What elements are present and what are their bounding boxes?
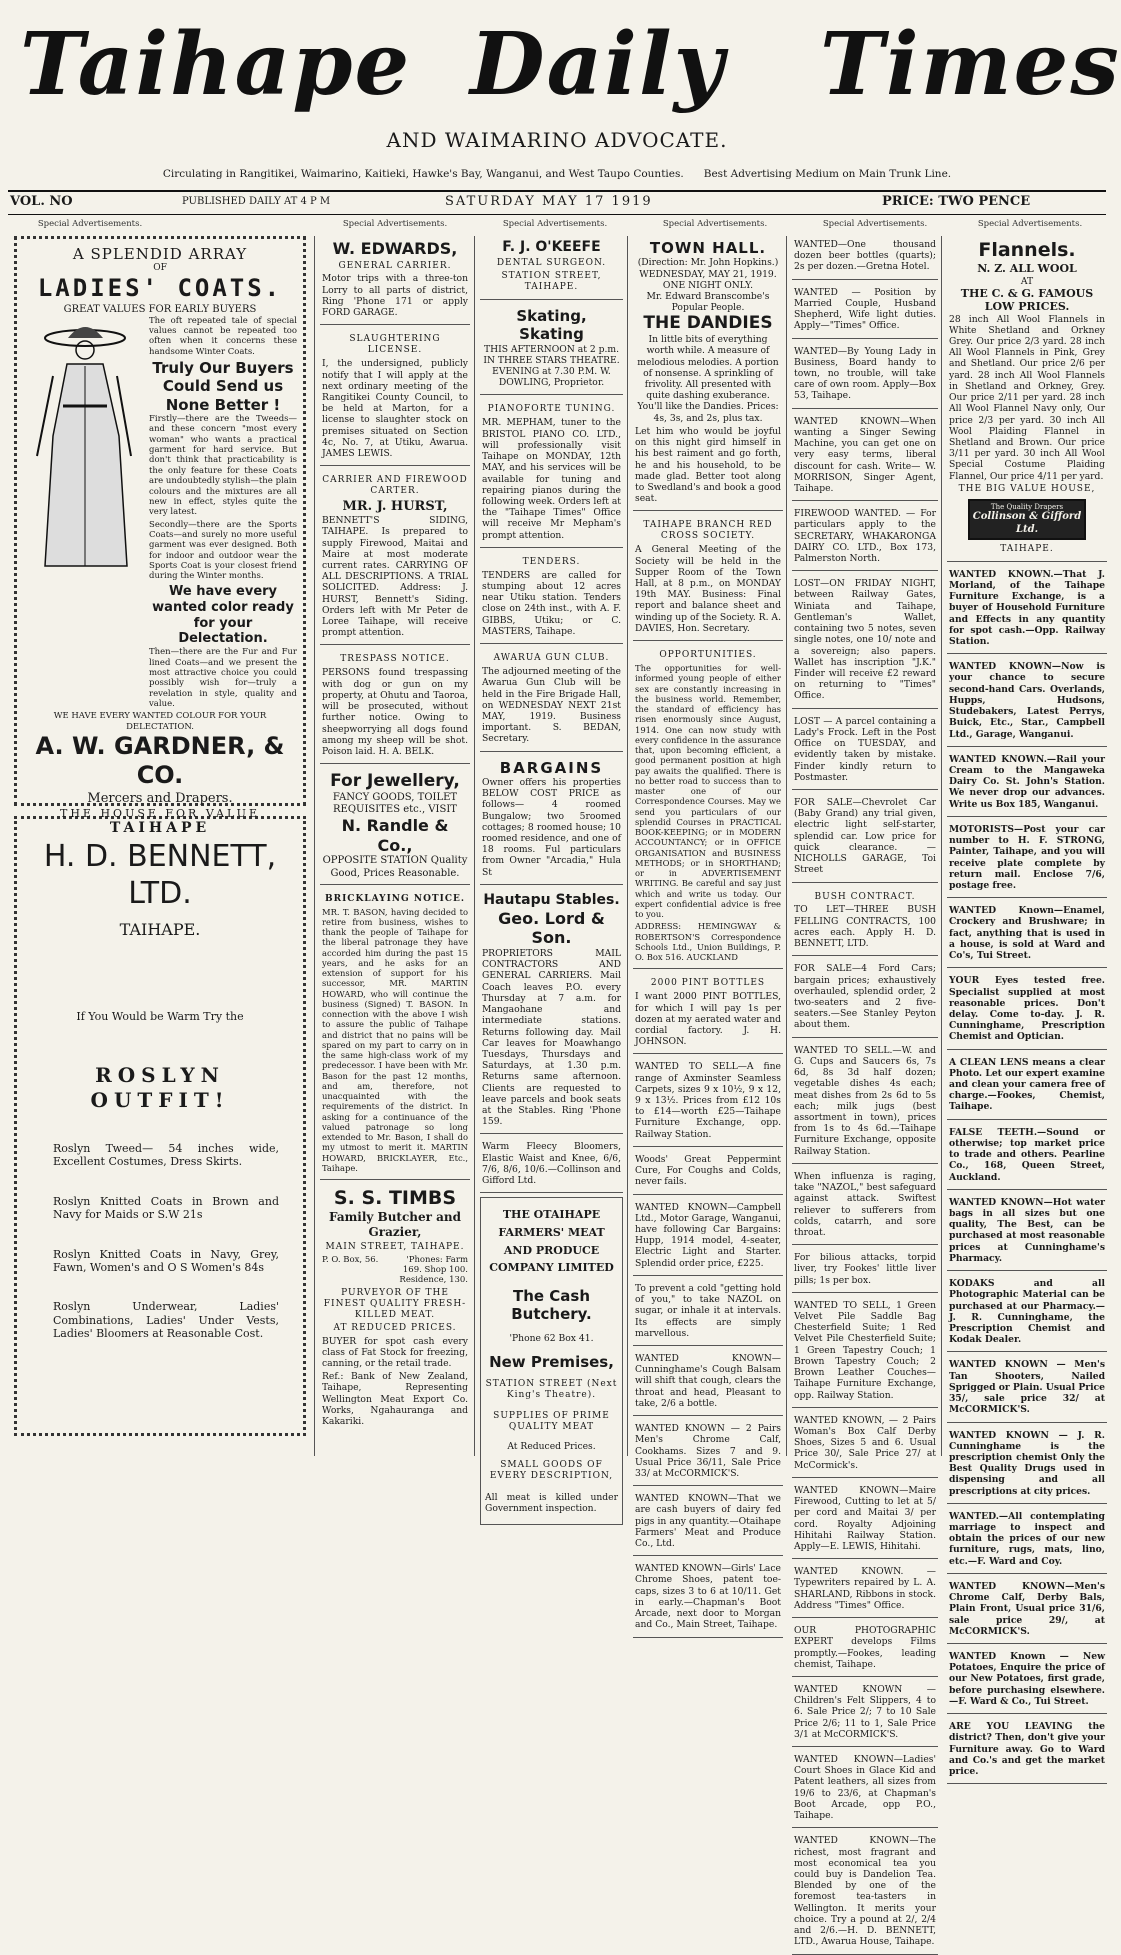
timbs-sub: Family Butcher and Grazier, — [328, 1210, 462, 1239]
timbs-ad — [320, 1184, 470, 1433]
classified-text: WANTED KNOWN—The richest, most fragrant and most economical tea you could buy is Dandelion Tea. Blended by one of the foremost tea-tasters in Wellington. It merits your choice. Try a pound at 2/, 2/4 and 2/6.—H. D. BENNETT, LTD., Awarua House, Taihape. — [794, 1835, 936, 1948]
classified-text: WANTED KNOWN — J. R. Cunninghame is the prescription chemist Only the Best Quality Drugs used in dispensing and all prescriptions at city prices. — [949, 1429, 1105, 1497]
skating-text: THIS AFTERNOON at 2 p.m. IN THREE STARS THEATRE. EVENING at 7.30 P.M. W. DOWLING, Proprietor. — [483, 343, 620, 389]
piano-text: MR. MEPHAM, tuner to the BRISTOL PIANO CO. LTD., will professionally visit Taihape on MONDAY, 12th MAY, and his services will be available for tuning and repairing pianos during the following week. Orders left at the "Taihape Times" Office will receive Mr Mepham's prompt attention. — [482, 417, 621, 541]
masthead — [0, 0, 1121, 240]
classified-text: WANTED Known — New Potatoes, Enquire the price of our New Potatoes, first grade, before purchasing elsewhere.—F. Ward & Co., Tui Street. — [949, 1651, 1105, 1707]
okeefe-name: F. J. O'KEEFE — [502, 239, 601, 255]
classified-ad — [792, 1168, 938, 1245]
column-4 — [633, 236, 783, 1631]
town-hall-ad — [633, 236, 783, 511]
masthead-rule-top — [8, 190, 1106, 192]
town-hall-direction: (Direction: Mr. John Hopkins.) — [637, 257, 779, 269]
classified-text: WANTED TO SELL.—W. and G. Cups and Saucers 6s, 7s 6d, 8s 3d half dozen; vegetable dishes 4s each; meat dishes from 2s 6d to 5s each; milk jugs (best assortment in town), prices from 1s to 4s 6d.—Taihape Furniture Exchange, opposite Railway Station. — [794, 1044, 936, 1157]
dandies-let: Let him who would be joyful on this night gird himself in his best raiment and go forth, he and his household, to be made glad. Better toot along to Swedland's and book a good seat. — [635, 425, 781, 505]
hautapu-title: Hautapu Stables. — [483, 891, 620, 908]
coats-firstly: Firstly—there are the Tweeds—and these concern "most every woman" who wants a practical garment for hard service. But don't think that practicability is the only feature for these Coats are undoubtedly stylish—the plain colours and the mixtures are all new in effect, styles quite the very latest. — [149, 414, 297, 518]
special-ads-label-5: Special Advertisements. — [822, 219, 928, 229]
classified-ad — [947, 1508, 1107, 1574]
gun-club-ad — [480, 648, 623, 752]
skating-title: Skating, Skating — [516, 306, 587, 344]
classified-text: MOTORISTS—Post your car number to H. F. STRONG, Painter, Taihape, and you will receive plate complete by return mail. Enclose 7/6, postage free. — [949, 823, 1105, 891]
big-value-house: THE BIG VALUE HOUSE, — [958, 483, 1096, 494]
okeefe-dental: DENTAL SURGEON. — [496, 258, 607, 269]
classified-ad — [947, 1578, 1107, 1644]
randle-name: N. Randle & Co., — [341, 816, 449, 855]
flannels-cg: THE C. & G. FAMOUS LOW PRICES. — [960, 286, 1094, 314]
classified-ad — [947, 972, 1107, 1049]
skating-ad — [480, 304, 623, 395]
bricklaying-heading: BRICKLAYING NOTICE. — [325, 893, 465, 904]
opportunities-text: The opportunities for well-informed young people of either sex are constantly increasing in the business world. Remember, the standard of efficiency has risen enormously since August, 1914. One can now study with every confidence in the assurance that, upon becoming efficient, a good permanent position at high pay awaits the qualified. There is no better road to success than to master one of our Correspondence Courses. May we send you particulars of our splendid Courses in PRACTICAL BOOK-KEEPING; or in MODERN ACCOUNTANCY; or in OFFICE ORGANISATION and BUSINESS METHODS; or in SHORTHAND; or in ADVERTISEMENT WRITING. Be careful and say just which and write us today. Our expert confidential advice is free to you. — [635, 663, 781, 920]
classified-ad — [792, 887, 938, 957]
classified-ad — [792, 713, 938, 790]
classified-ad — [947, 658, 1107, 747]
classified-text: WANTED—By Young Lady in Business, Board handy to town, no trouble, will take care of own room. Apply—Box 53, Taihape. — [794, 345, 936, 402]
dandies-title: THE DANDIES — [643, 313, 773, 334]
special-ads-label-6: Special Advertisements. — [977, 219, 1083, 229]
classified-text: LOST — A parcel containing a Lady's Frock. Left in the Post Office on TUESDAY, and evidently taken by mistake. Finder kindly return to Postmaster. — [794, 715, 936, 783]
column-6 — [947, 236, 1107, 1777]
classified-ad — [947, 1648, 1107, 1714]
published-label: PUBLISHED DAILY AT 4 P M — [182, 196, 331, 207]
classified-text: WANTED KNOWN.—Rail your Cream to the Mangaweka Dairy Co. St. John's Station. We never drop our advances. Write us Box 185, Wanganui. — [949, 753, 1105, 810]
classified-ad — [947, 1275, 1107, 1352]
classified-ad — [947, 1054, 1107, 1120]
trespass-heading: TRESPASS NOTICE. — [340, 654, 450, 665]
classified-ad — [792, 1482, 938, 1559]
classified-text: WANTED KNOWN—Cunninghame's Cough Balsam will shift that cough, clears the throat and head, Pleasant to take, 2/6 a bottle. — [635, 1352, 781, 1409]
cg-logo-quality: The Quality Drapers — [990, 502, 1064, 511]
otaihape-ad — [480, 1197, 623, 1525]
classified-text: WANTED — Position by Married Couple, Husband Shepherd, Wife light duties. Apply—"Times" Office. — [794, 286, 936, 332]
classified-ad — [792, 236, 938, 280]
red-cross-text: A General Meeting of the Society will be held in the Supper Room of the Town Hall, at 8 p.m., on MONDAY 19th MAY. Business: Final report and balance sheet and winding up of the Society. R. A. DAVIES, Hon. Secretary. — [635, 544, 781, 634]
bargains-text: Owner offers his properties BELOW COST PRICE as follows— 4 roomed Bungalow; two 5roomed cottages; 8 roomed house; 10 roomed residence, and one of 18 rooms. Ful particulars from Owner "Arcadia," Hula St — [482, 776, 621, 878]
classified-text: WANTED KNOWN, — 2 Pairs Woman's Box Calf Derby Shoes, Sizes 5 and 6. Usual Price 30/, Sale Price 27/ at McCormick's. — [794, 1414, 936, 1471]
coats-intro: The oft repeated tale of special values cannot be repeated too often when it concerns these handsome Winter Coats. — [149, 315, 297, 357]
volume-label: VOL. NO — [10, 194, 73, 209]
hurst-ad — [320, 470, 470, 645]
classified-text: WANTED KNOWN — Children's Felt Slippers, 4 to 6. Sale Price 2/; 7 to 10 Sale Price 2/6; 11 to 1, Sale Price 3/1 at McCORMICK'S. — [794, 1683, 936, 1740]
classified-ad — [792, 1249, 938, 1293]
fleecy-text: Warm Fleecy Bloomers, Elastic Waist and Knee, 6/6, 7/6, 8/6, 10/6.—Collinson and Gifford Ltd. — [482, 1141, 621, 1187]
classified-ad — [633, 1199, 783, 1276]
flannels-text: 28 inch All Wool Flannels in White Shetland and Orkney Grey. Our price 2/3 yard. 28 inch All Wool Flannels in Pink, Grey and Shetland. Our price 2/6 per yard. 28 inch All Wool Flannels in Shetland and Orkney, Grey. Our price 2/11 per yard. 28 inch All Wool Flannel Navy only, Our price 2/3 per yard. 30 inch All Wool Plaiding Flannel in Shetland and Brown. Our price 3/11 per yard. 30 inch All Wool Special Costume Plaiding Flannel, Our price 4/11 per yard. — [949, 313, 1105, 482]
slaughter-heading: SLAUGHTERING LICENSE. — [349, 334, 441, 356]
okeefe-address: STATION STREET, TAIHAPE. — [501, 271, 602, 293]
timbs-ref: Ref.: Bank of New Zealand, Taihape, Representing Wellington Meat Export Co. Works, Ngahauranga and Kakariki. — [322, 1371, 468, 1428]
coats-of: OF — [153, 263, 167, 274]
cg-town: TAIHAPE. — [1000, 543, 1054, 554]
bricklaying-text: MR. T. BASON, having decided to retire from business, wishes to thank the people of Taihape for the liberal patronage they have accorded him during the past 15 years, and he asks for an extension of support for his successor, MR. MARTIN HOWARD, who will continue the business (Signed) T. BASON. In connection with the above I wish to assure the public of Taihape and district that no pains will be spared on my part to carry on in the same high-class work of my predecessor. I have been with Mr. Bason for the past 12 months, and am, therefore, not unacquainted with the requirements of the district. In asking for a continuance of the valued patronage so long extended to Mr. Bason, I shall do my utmost to merit it. MARTIN HOWARD, BRICKLAYER, Etc., Taihape. — [322, 906, 468, 1173]
classified-text: WANTED—One thousand dozen beer bottles (quarts); 2s per dozen.—Gretna Hotel. — [794, 239, 936, 273]
classified-text: WANTED KNOWN—Now is your chance to secure second-hand Cars. Overlands, Hupps, Hudsons, Studebakers, Latest Perrys, Buick, Etc., Star., Campbell Ltd., Garage, Wanganui. — [949, 661, 1105, 740]
info-bar — [0, 194, 1114, 212]
fleecy-ad — [480, 1138, 623, 1193]
roslyn-item: Roslyn Tweed— 54 inches wide, Excellent Costumes, Dress Skirts. — [53, 1141, 279, 1169]
cg-logo — [968, 499, 1086, 540]
masthead-title-word-1: Taihape — [20, 14, 412, 115]
premises-street: STATION STREET (Next King's Theatre). — [485, 1378, 618, 1400]
classified-ad — [792, 1751, 938, 1828]
classified-text: WANTED KNOWN—Hot water bags in all sizes but one quality, The Best, can be purchased at most reasonable prices at Cunninghame's Pharmacy. — [949, 1196, 1105, 1264]
opportunities-address: ADDRESS: HEMINGWAY & ROBERTSON'S Correspondence Schools Ltd., Union Buildings, P. O. Box 516. AUCKLAND — [635, 921, 781, 963]
masthead-subtitle: AND WAIMARINO ADVOCATE. — [386, 128, 728, 152]
timbs-reduced: AT REDUCED PRICES. — [333, 1322, 457, 1333]
flannels-at: AT — [1020, 275, 1034, 287]
column-divider — [474, 236, 475, 1456]
flannels-ad — [947, 236, 1107, 562]
flannels-title: Flannels. — [978, 239, 1076, 261]
bottles-ad — [633, 973, 783, 1054]
warm-text: If You Would be Warm Try the — [76, 1009, 244, 1023]
classified-text: WANTED KNOWN—That we are cash buyers of dairy fed pigs in any quantity.—Otaihape Farmers' Meat and Produce Co., Ltd. — [635, 1493, 781, 1550]
town-hall-night: ONE NIGHT ONLY. — [662, 279, 754, 291]
gun-club-text: The adjourned meeting of the Awarua Gun Club will be held in the Fire Brigade Hall, on WEDNESDAY NEXT 21st MAY, 1919. Business important. S. BEDAN, Secretary. — [482, 666, 621, 745]
tenders-heading: TENDERS. — [522, 556, 581, 567]
column-1 — [14, 236, 306, 1456]
timbs-buyer: BUYER for spot cash every class of Fat Stock for freezing, canning, or the retail trade. — [322, 1335, 468, 1369]
classified-ad — [792, 794, 938, 883]
bennett-roslyn-ad — [14, 816, 306, 1436]
edwards-sub: GENERAL CARRIER. — [338, 260, 452, 271]
column-divider — [314, 236, 315, 1456]
truly-headline: Truly Our Buyers Could Send us None Better ! — [152, 359, 294, 414]
meat-killed: All meat is killed under Government inspection. — [485, 1491, 618, 1515]
randle-ad — [320, 768, 470, 885]
lord-name: Geo. Lord & Son. — [498, 908, 605, 948]
classified-ad — [792, 1042, 938, 1164]
cg-logo-name: Collinson & Gifford Ltd. — [972, 511, 1082, 535]
special-ads-label-3: Special Advertisements. — [502, 219, 608, 229]
best-medium-text: Best Advertising Medium on Main Trunk Line. — [703, 168, 952, 180]
roslyn-outfit: ROSLYN OUTFIT! — [90, 1063, 230, 1112]
classified-text: TO LET—THREE BUSH FELLING CONTRACTS, 100 acres each. Apply H. D. BENNETT, LTD. — [794, 904, 936, 950]
bargains-ad — [480, 756, 623, 885]
classified-ad — [792, 343, 938, 409]
classified-ad — [633, 1151, 783, 1195]
masthead-rule-bottom — [8, 214, 1106, 215]
gun-club-heading: AWARUA GUN CLUB. — [493, 653, 610, 664]
gardner-town: TAIHAPE — [109, 819, 211, 836]
classified-ad — [792, 1563, 938, 1618]
circulation-line — [0, 168, 1114, 180]
supplies-text: SUPPLIES OF PRIME QUALITY MEAT — [493, 1410, 610, 1432]
classified-text: To prevent a cold "getting hold of you," to take NAZOL on sugar, or inhale it at intervals. Its effects are simply marvellous. — [635, 1282, 781, 1339]
piano-heading: PIANOFORTE TUNING. — [487, 404, 616, 415]
otaihape-phone: 'Phone 62 Box 41. — [509, 1333, 594, 1345]
classified-text: WANTED KNOWN — Men's Tan Shooters, Nailed Sprigged or Plain. Usual Price 35/, sale price 32/ at McCORMICK'S. — [949, 1359, 1105, 1416]
classified-text: FOR SALE—Chevrolet Car (Baby Grand) any trial given, electric light self-starter, splendid car. Low price for quick clearance. — NICHOLLS GARAGE, Toi Street — [794, 796, 936, 876]
classified-text: Woods' Great Peppermint Cure, For Coughs and Colds, never fails. — [635, 1153, 781, 1188]
gardner-name: A. W. GARDNER, & CO. — [35, 732, 285, 790]
classified-text: WANTED TO SELL, 1 Green Velvet Pile Saddle Bag Chesterfield Suite; 1 Red Velvet Pile Chesterfield Suite; 1 Green Tapestry Couch; 1 Brown Tapestry Couch; 2 Brown Leather Couches—Taihape Furniture Exchange, opp. Railway Station. — [794, 1299, 936, 1401]
classified-ad — [947, 821, 1107, 898]
timbs-street: MAIN STREET, TAIHAPE. — [325, 1241, 465, 1252]
town-hall-title: TOWN HALL. — [649, 239, 767, 257]
classified-text: ARE YOU LEAVING the district? Then, don't give your Furniture away. Go to Ward and Co.'s and get the market price. — [949, 1721, 1105, 1777]
special-ads-label-4: Special Advertisements. — [662, 219, 768, 229]
classified-ad — [947, 751, 1107, 817]
classified-ad — [947, 566, 1107, 655]
at-reduced: At Reduced Prices. — [507, 1440, 596, 1452]
roslyn-item: Roslyn Underwear, Ladies' Combinations, Ladies' Under Vests, Ladies' Bloomers at Reasonable Cost. — [53, 1300, 279, 1341]
coats-values: GREAT VALUES FOR EARLY BUYERS — [63, 303, 257, 315]
timbs-name: S. S. TIMBS — [333, 1187, 457, 1210]
otaihape-title: THE OTAIHAPE FARMERS' MEAT AND PRODUCE COMPANY LIMITED — [489, 1208, 614, 1275]
classified-ad — [792, 960, 938, 1037]
hautapu-ad — [480, 889, 623, 1135]
classified-text: WANTED KNOWN. — Typewriters repaired by L. A. SHARLAND, Ribbons in stock. Address "Times" Office. — [794, 1566, 936, 1611]
classified-ad — [633, 1490, 783, 1556]
classified-text: FIREWOOD WANTED. — For particulars apply to the SECRETARY, WHAKARONGA DAIRY CO. LTD., Box 173, Palmerston North. — [794, 508, 936, 565]
classified-ad — [792, 413, 938, 502]
coats-headline: A SPLENDID ARRAY — [72, 245, 248, 263]
classified-ad — [633, 1420, 783, 1486]
classified-text: KODAKS and all Photographic Material can be purchased at our Pharmacy.—J. R. Cunninghame, the Prescription Chemist and Kodak Dealer. — [949, 1278, 1105, 1346]
small-goods: SMALL GOODS OF EVERY DESCRIPTION, — [489, 1459, 614, 1481]
column-divider — [941, 236, 942, 1456]
column-divider — [786, 236, 787, 1456]
masthead-title-word-3: Times — [820, 14, 1121, 115]
lord-text: PROPRIETORS MAIL CONTRACTORS AND GENERAL CARRIERS. Mail Coach leaves P.O. every Thursday at 7 a.m. for Mangaohane and intermediate stations. Returns following day. Mail Car leaves for Moawhango Tuesdays, Thursdays and Saturdays, at 1.30 p.m. Returns same afternoon. Clients are requested to leave parcels and book seats at the Stables. Ring 'Phone 159. — [482, 947, 621, 1128]
roslyn-item: Roslyn Knitted Coats in Navy, Grey, Fawn, Women's and O S Women's 84s — [53, 1247, 279, 1274]
classified-ad — [633, 1350, 783, 1416]
wanted-colour-headline: We have every wanted color ready for your Delectation. — [152, 583, 294, 647]
opportunities-heading: OPPORTUNITIES. — [659, 650, 757, 661]
bargains-title: BARGAINS — [499, 758, 604, 777]
coats-secondly: Secondly—there are the Sports Coats—and surely no more useful garment was ever designed. Both for indoor and outdoor wear the Sports Coat is your closest friend during the Winter months. — [149, 519, 297, 582]
classified-ad — [792, 1681, 938, 1747]
classified-text: WANTED KNOWN—Maire Firewood, Cutting to let at 5/ per cord and Maitai 3/ per cord. Royalty Adjoining Hihitahi Railway Station. Apply—E. LEWIS, Hihitahi. — [794, 1484, 936, 1552]
classified-ad — [947, 1194, 1107, 1271]
classified-text: WANTED KNOWN—When wanting a Singer Sewing Machine, you can get one on very easy terms, liberal discount for cash. Write— W. MORRISON, Singer Agent, Taihape. — [794, 415, 936, 494]
coats-every: WE HAVE EVERY WANTED COLOUR FOR YOUR DELECTATION. — [53, 711, 267, 732]
issue-date: SATURDAY MAY 17 1919 — [445, 194, 653, 209]
trespass-text: PERSONS found trespassing with dog or gun on my property, at Ohutu and Taoroa, will be prosecuted, without further notice. Owing to sheepworrying all dogs found among my sheep will be shot. Poison laid. H. A. BELK. — [322, 667, 468, 757]
coats-big-title: LADIES' COATS. — [37, 274, 283, 303]
lady-in-coat-icon — [23, 316, 143, 576]
opportunities-ad — [633, 645, 783, 969]
gardner-house: THE HOUSE FOR VALUE — [60, 806, 260, 820]
classified-text: FOR SALE—4 Ford Cars; bargain prices; exhaustively overhauled, splendid order, 2 two-seaters and 2 five-seaters.—See Stanley Peyton about them. — [794, 963, 936, 1031]
tenders-text: TENDERS are called for stumping about 12 acres near Utiku station. Tenders close on 24th inst., with A. F. GIBBS, Utiku; or C. MASTERS, Taihape. — [482, 569, 621, 637]
classified-text: WANTED TO SELL—A fine range of Axminster Seamless Carpets, sizes 9 x 10½, 9 x 12, 9 x 13½. Prices from £12 10s to £14—worth £25—Taihape Furniture Exchange, opp. Railway Station. — [635, 1061, 781, 1140]
classified-text: WANTED KNOWN — 2 Pairs Men's Chrome Calf, Cookhams. Sizes 7 and 9. Usual Price 36/11, Sale Price 33/ at McCORMICK'S. — [635, 1423, 781, 1479]
column-divider — [627, 236, 628, 1456]
column-3 — [480, 236, 623, 1515]
classified-text: When influenza is raging, take "NAZOL," best safeguard against attack. Swiftest reliever to sufferers from colds, catarrh, and sore throat. — [794, 1170, 936, 1238]
masthead-title-word-2: Daily — [470, 14, 726, 115]
trespass-ad — [320, 649, 470, 764]
town-hall-date: WEDNESDAY, MAY 21, 1919. — [639, 268, 777, 280]
classified-ad — [792, 575, 938, 708]
classified-ad — [947, 1124, 1107, 1190]
bottles-text: I want 2000 PINT BOTTLES, for which I will pay 1s per dozen at my aerated water and cordial factory. J. H. JOHNSON. — [635, 991, 781, 1048]
classified-text: WANTED KNOWN—Men's Chrome Calf, Derby Bals, Plain Front, Usual price 31/6, sale price 29/, at McCORMICK'S. — [949, 1580, 1105, 1637]
classified-ad — [792, 1412, 938, 1478]
classified-text: WANTED Known—Enamel, Crockery and Brushware; in fact, anything that is used in a house, is sold at Ward and Co's, Tui Street. — [949, 905, 1105, 962]
classified-ad — [792, 505, 938, 571]
classified-text: WANTED KNOWN—Girls' Lace Chrome Shoes, patent toe-caps, sizes 3 to 6 at 10/11. Get in early.—Chapman's Boot Arcade, next door to Morgan and Co., Main Street, Taihape. — [635, 1563, 781, 1631]
coats-then: Then—there are the Fur and Fur lined Coats—and we present the most attractive choice you could possibly wish for—truly a revelation in style, quality and value. — [149, 647, 297, 710]
edwards-text: Motor trips with a three-ton Lorry to all parts of district, Ring 'Phone 171 or apply FORD GARAGE. — [322, 273, 468, 319]
circulation-text: Circulating in Rangitikei, Waimarino, Kaitieki, Hawke's Bay, Wanganui, and West Taupo Counties. — [162, 168, 684, 180]
bottles-heading: 2000 PINT BOTTLES — [650, 978, 766, 989]
bush-contract-heading: BUSH CONTRACT. — [814, 891, 916, 902]
timbs-box: P. O. Box, 56. — [322, 1254, 379, 1265]
price-label: PRICE: TWO PENCE — [882, 194, 1031, 209]
flannels-nz: N. Z. ALL WOOL — [977, 262, 1077, 276]
randle-sub: OPPOSITE STATION Quality Good, Prices Reasonable. — [322, 855, 468, 879]
special-ads-label-1: Special Advertisements. — [37, 219, 143, 229]
red-cross-ad — [633, 515, 783, 641]
classified-text: WANTED.—All contemplating marriage to inspect and obtain the prices of our new furniture, rugs, mats, lino, etc.—F. Ward and Coy. — [949, 1510, 1105, 1567]
classified-text: WANTED KNOWN.—That J. Morland, of the Taihape Furniture Exchange, is a buyer of Household Furniture and Effects in any quantity for spot cash.—Opp. Railway Station. — [949, 568, 1105, 648]
dandies-text: In little bits of everything worth while. A measure of melodious melodies. A portion of nonsense. A sprinkling of frivolity. All presented with quite dashing exuberance. You'll like the Dandies. Prices: 4s, 3s, and 2s, plus tax. — [637, 334, 779, 424]
timbs-purveyor: PURVEYOR OF THE FINEST QUALITY FRESH-KILLED MEAT. — [323, 1287, 467, 1320]
slaughter-ad — [320, 329, 470, 466]
jewellery-sub: FANCY GOODS, TOILET REQUISITES etc., VISIT — [332, 791, 458, 816]
classified-text: WANTED KNOWN—Campbell Ltd., Motor Garage, Wanganui, have following Car Bargains: Hupp, 1914 model, 4-seater, Electric Light and Starter. Splendid order price, £225. — [635, 1201, 781, 1269]
bennett-name: H. D. BENNETT, LTD. — [43, 839, 277, 911]
column-5 — [792, 236, 938, 1948]
classified-ad — [633, 1280, 783, 1346]
coat-illustration — [23, 316, 143, 712]
classified-ad — [792, 1622, 938, 1677]
hurst-heading: CARRIER AND FIREWOOD CARTER. — [322, 475, 468, 497]
timbs-phones: 'Phones: Farm 169. Shop 100. Residence, 130. — [399, 1254, 468, 1286]
classified-text: OUR PHOTOGRAPHIC EXPERT develops Films promptly.—Fookes, leading chemist, Taihape. — [794, 1625, 936, 1670]
classified-ad — [947, 1427, 1107, 1504]
classified-text: For bilious attacks, torpid liver, try Fookes' little liver pills; 1s per box. — [794, 1252, 936, 1286]
classified-text: WANTED KNOWN—Ladies' Court Shoes in Glace Kid and Patent leathers, all sizes from 19/6 to 23/6, at Chapman's Boot Arcade, opp P.O., Taihape. — [794, 1754, 936, 1822]
column-2 — [320, 236, 470, 1456]
slaughter-text: I, the undersigned, publicly notify that I will apply at the next ordinary meeting of the Rangitikei County Council, to be held at Marton, for a license to slaughter stock on premises situated on Section 4c, No. 7, at Utiku, Awarua. JAMES LEWIS. — [322, 358, 468, 460]
classified-ad — [792, 1832, 938, 1954]
hurst-text: BENNETT'S SIDING, TAIHAPE. Is prepared to supply Firewood, Maitai and Maire at most moderate current rates. CARRYING OF ALL DESCRIPTIONS. A TRIAL SOLICITED. Address: J. HURST, Bennett's Siding. Orders left with Mr Peter de Loree Taihape, will receive prompt attention. — [322, 515, 468, 639]
edwards-ad — [320, 236, 470, 325]
special-ads-label-2: Special Advertisements. — [342, 219, 448, 229]
classified-ad — [792, 1297, 938, 1408]
classified-text: FALSE TEETH.—Sound or otherwise; top market price to trade and others. Pearline Co., 168, Queen Street, Auckland. — [949, 1126, 1105, 1183]
tenders-ad — [480, 552, 623, 644]
jewellery-title: For Jewellery, — [330, 771, 460, 792]
classified-ad — [947, 1718, 1107, 1784]
new-premises: New Premises, — [489, 1352, 614, 1371]
okeefe-ad — [480, 236, 623, 300]
classified-ad — [633, 1560, 783, 1637]
bennett-town: TAIHAPE. — [119, 920, 201, 940]
hurst-name: MR. J. HURST, — [342, 499, 448, 515]
classified-ad — [947, 1356, 1107, 1422]
edwards-name: W. EDWARDS, — [332, 239, 458, 258]
classified-ad — [633, 1058, 783, 1147]
roslyn-item: Roslyn Knitted Coats in Brown and Navy for Maids or S.W 21s — [53, 1194, 279, 1222]
classified-text: YOUR Eyes tested free. Specialist supplied at most reasonable prices. Don't delay. Come to-day. J. R. Cunninghame, Prescription Chemist and Optician. — [949, 975, 1105, 1043]
gardner-mercers: Mercers and Drapers. — [87, 790, 233, 806]
piano-ad — [480, 399, 623, 547]
ladies-coats-ad — [14, 236, 306, 836]
classified-text: A CLEAN LENS means a clear Photo. Let our expert examine and clean your camera free of charge.—Fookes, Chemist, Taihape. — [949, 1056, 1105, 1113]
classified-text: LOST—ON FRIDAY NIGHT, between Railway Gates, Winiata and Taihape, Gentleman's Wallet, containing two 5 notes, seven single notes, one 10/ note and a sovereign; also papers. Wallet has inscription "J.K." Finder will receive £2 reward on returning to "Times" Office. — [794, 578, 936, 702]
red-cross-heading: TAIHAPE BRANCH RED CROSS SOCIETY. — [643, 520, 773, 542]
bricklaying-ad — [320, 889, 470, 1180]
town-hall-mr: Mr. Edward Branscombe's Popular People. — [646, 290, 770, 314]
cash-butchery: The Cash Butchery. — [511, 1286, 592, 1324]
classified-ad — [792, 284, 938, 339]
classified-ad — [947, 902, 1107, 968]
